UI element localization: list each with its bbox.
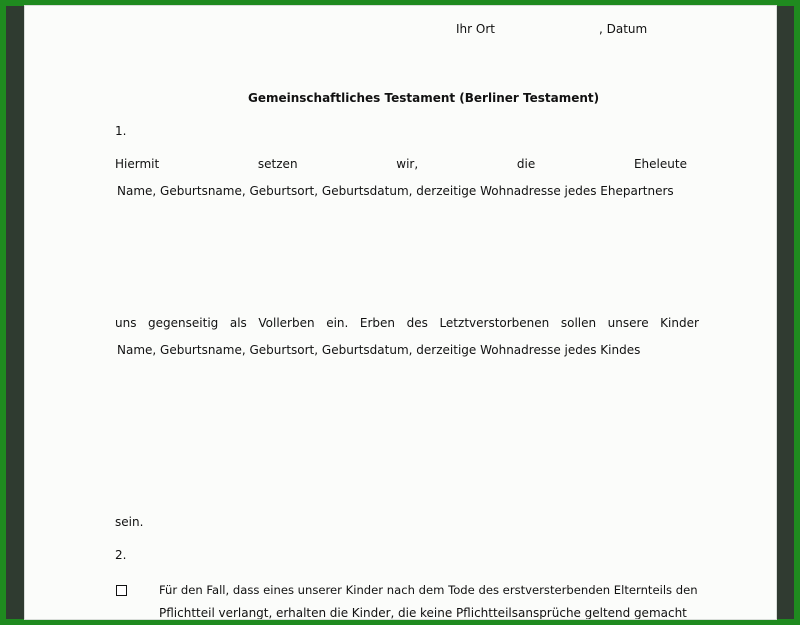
heirs-word: des xyxy=(406,316,428,330)
date-field: , Datum xyxy=(599,22,648,36)
document-page xyxy=(25,6,776,619)
line-2-word: Pflichtteil xyxy=(159,606,215,619)
section-1-number: 1. xyxy=(115,124,127,138)
line-2-word: geltend xyxy=(584,606,631,619)
section-2-line-2 xyxy=(159,606,687,619)
heirs-word: Kinder xyxy=(660,316,699,330)
line-2-word: Kinder, xyxy=(351,606,395,619)
line-2-word: Pflichtteilsansprüche xyxy=(455,606,581,619)
place-field: Ihr Ort xyxy=(456,22,495,36)
line-2-word: erhalten xyxy=(276,606,327,619)
intro-word: die xyxy=(516,157,536,171)
section-1-closing: sein. xyxy=(115,515,144,529)
heirs-word: als xyxy=(229,316,247,330)
heirs-word: ein. xyxy=(326,316,349,330)
intro-word: Eheleute xyxy=(633,157,687,171)
scroll-area xyxy=(776,6,794,619)
line-2-word: die xyxy=(329,606,349,619)
heirs-word: Erben xyxy=(359,316,396,330)
line-2-word: keine xyxy=(420,606,453,619)
section-2-number: 2. xyxy=(115,548,127,562)
heirs-word: sollen xyxy=(560,316,597,330)
section-2-line-1: Für den Fall, dass eines unserer Kinder nach dem Tode des erstversterbenden Elternteils den xyxy=(159,583,698,597)
heirs-word: uns xyxy=(115,316,137,330)
intro-word: setzen xyxy=(257,157,298,171)
line-2-word: verlangt, xyxy=(218,606,273,619)
heirs-word: gegenseitig xyxy=(148,316,219,330)
section-1-intro-line xyxy=(115,157,687,172)
document-title: Gemeinschaftliches Testament (Berliner Testament) xyxy=(248,91,600,105)
heirs-word: Vollerben xyxy=(258,316,315,330)
intro-word: Hiermit xyxy=(115,157,160,171)
spouse-details-hint: Name, Geburtsname, Geburtsort, Geburtsdatum, derzeitige Wohnadresse jedes Ehepartners xyxy=(117,184,674,198)
line-2-word: die xyxy=(398,606,417,619)
intro-word: wir, xyxy=(396,157,419,171)
option-checkbox[interactable] xyxy=(116,585,127,596)
section-1-heirs-line xyxy=(115,316,699,331)
heirs-word: Letztverstorbenen xyxy=(439,316,550,330)
children-details-hint: Name, Geburtsname, Geburtsort, Geburtsdatum, derzeitige Wohnadresse jedes Kindes xyxy=(117,343,641,357)
heirs-word: unsere xyxy=(607,316,649,330)
line-2-word: gemacht xyxy=(633,606,687,619)
